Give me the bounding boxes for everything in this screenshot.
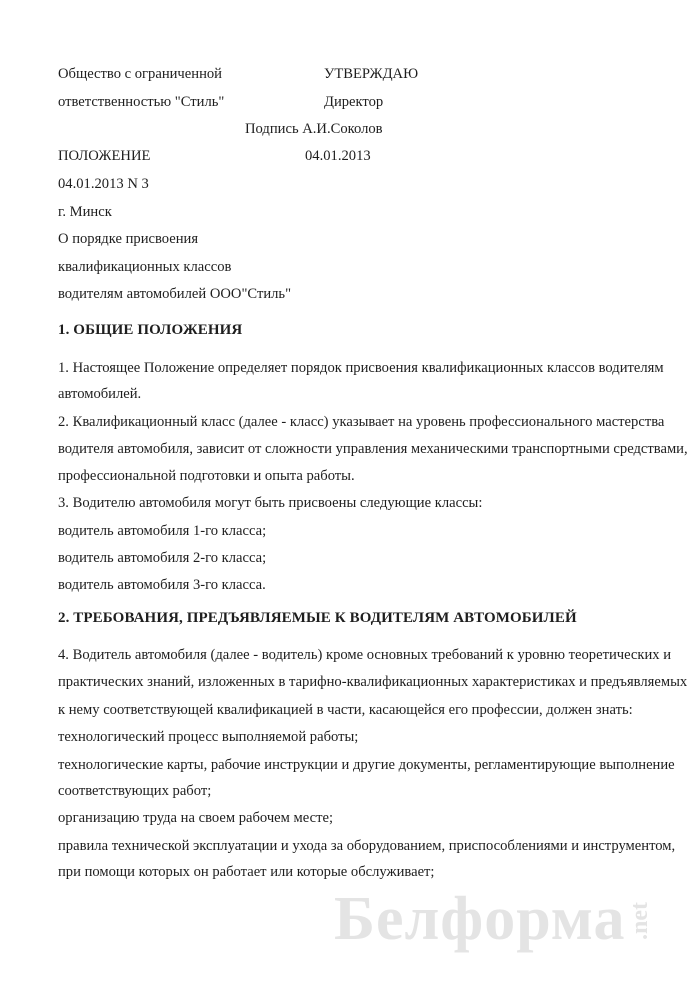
paragraph-line: правила технической эксплуатации и ухода за оборудованием, приспособлениями и инструментом, xyxy=(58,838,676,854)
approve-date: 04.01.2013 xyxy=(305,148,371,164)
paragraph-line: при помощи которых он работает или которые обслуживает; xyxy=(58,864,435,880)
paragraph-line: 1. Настоящее Положение определяет порядок присвоения квалификационных классов водителям xyxy=(58,360,664,376)
document-title-line2: квалификационных классов xyxy=(58,259,232,275)
document-number: 04.01.2013 N 3 xyxy=(58,176,149,192)
paragraph-line: автомобилей. xyxy=(58,386,142,402)
paragraph-line: практических знаний, изложенных в тарифно-квалификационных характеристиках и предъявляемых xyxy=(58,674,688,690)
list-item: водитель автомобиля 1-го класса; xyxy=(58,523,267,539)
document-type: ПОЛОЖЕНИЕ xyxy=(58,148,151,164)
paragraph-line: водителя автомобиля, зависит от сложности управления механическими транспортными средствами, xyxy=(58,441,688,457)
list-item: водитель автомобиля 3-го класса. xyxy=(58,577,266,593)
paragraph-line: технологические карты, рабочие инструкции и другие документы, регламентирующие выполнение xyxy=(58,757,675,773)
org-name-line2: ответственностью "Стиль" xyxy=(58,94,225,110)
paragraph-line: к нему соответствующей квалификацией в части, касающейся его профессии, должен знать: xyxy=(58,702,633,718)
city: г. Минск xyxy=(58,204,112,220)
watermark-logo: Белформа xyxy=(334,885,626,953)
paragraph-line: соответствующих работ; xyxy=(58,783,212,799)
section-1-heading: 1. ОБЩИЕ ПОЛОЖЕНИЯ xyxy=(58,322,243,338)
paragraph-line: профессиональной подготовки и опыта работы. xyxy=(58,468,355,484)
document-title-line1: О порядке присвоения xyxy=(58,231,199,247)
list-item: водитель автомобиля 2-го класса; xyxy=(58,550,267,566)
signature-line: Подпись А.И.Соколов xyxy=(245,121,383,137)
approve-label: УТВЕРЖДАЮ xyxy=(324,66,419,82)
paragraph-line: 2. Квалификационный класс (далее - класс) указывает на уровень профессионального мастерства xyxy=(58,414,665,430)
paragraph-line: организацию труда на своем рабочем месте; xyxy=(58,810,334,826)
paragraph-line: 4. Водитель автомобиля (далее - водитель) кроме основных требований к уровню теоретических и xyxy=(58,647,672,663)
org-name-line1: Общество с ограниченной xyxy=(58,66,222,82)
watermark-suffix: .net xyxy=(627,902,653,940)
document-title-line3: водителям автомобилей ООО"Стиль" xyxy=(58,286,292,302)
paragraph-line: 3. Водителю автомобиля могут быть присвоены следующие классы: xyxy=(58,495,483,511)
section-2-heading: 2. ТРЕБОВАНИЯ, ПРЕДЪЯВЛЯЕМЫЕ К ВОДИТЕЛЯМ АВТОМОБИЛЕЙ xyxy=(58,610,577,626)
paragraph-line: технологический процесс выполняемой работы; xyxy=(58,729,359,745)
director-label: Директор xyxy=(324,94,384,110)
